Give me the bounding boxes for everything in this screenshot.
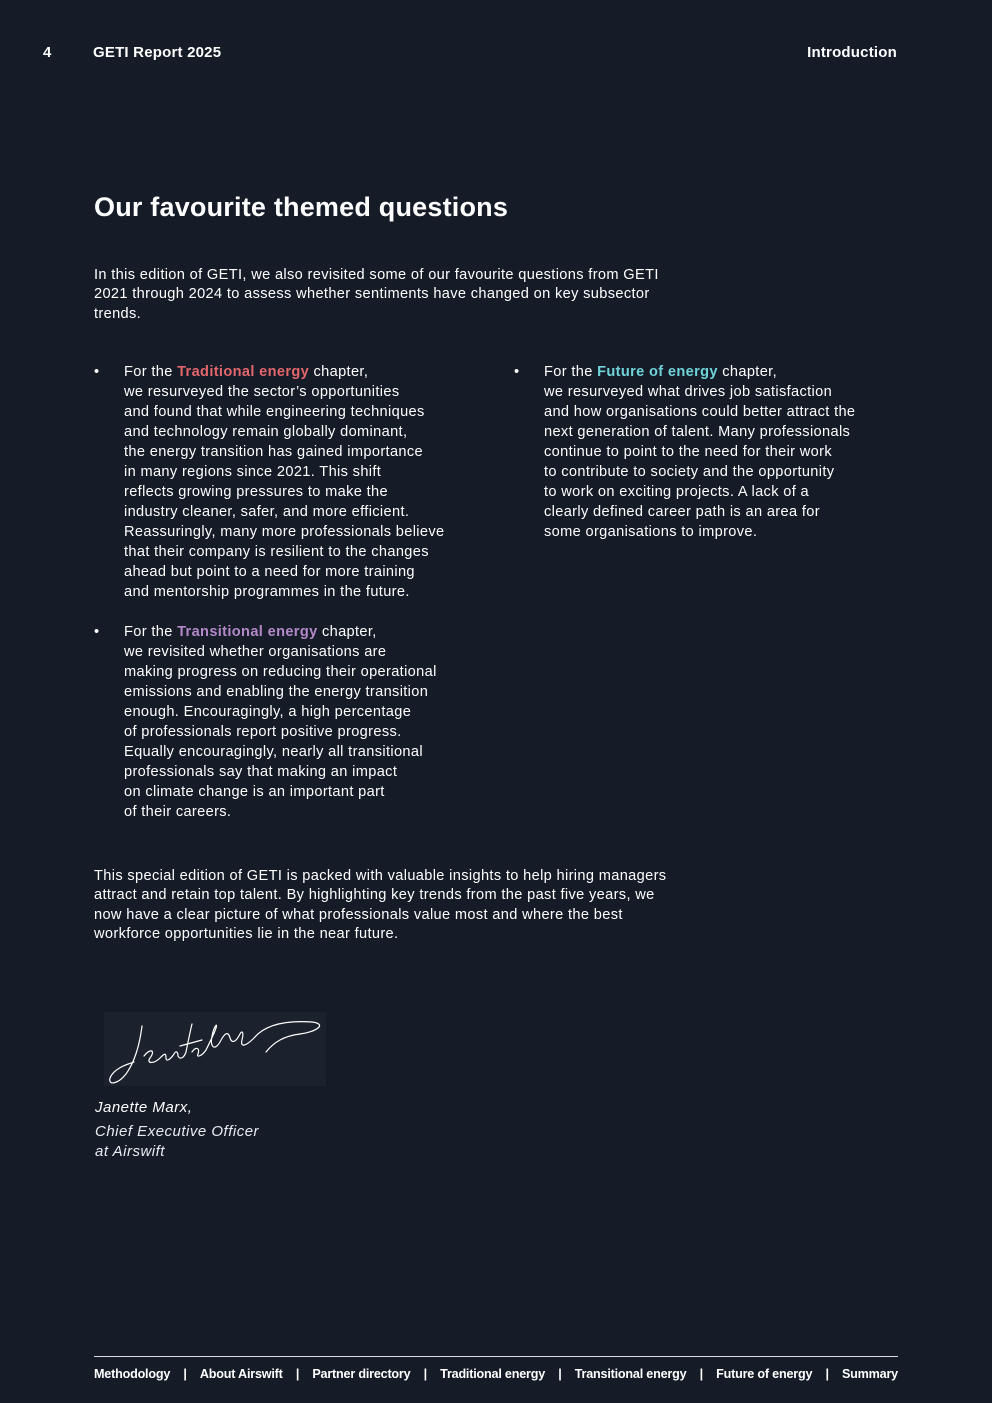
footer-link-about-airswift[interactable]: About Airswift (199, 1367, 283, 1381)
footer-separator: | (423, 1367, 427, 1381)
bullet-prefix: For the (124, 364, 178, 380)
signatory-name: Janette Marx, (95, 1099, 193, 1116)
signatory-role: Chief Executive Officer at Airswift (95, 1123, 260, 1160)
bullet-marker: • (94, 364, 100, 380)
bullet-suffix: chapter, (717, 364, 777, 380)
intro-paragraph: In this edition of GETI, we also revisited some of our favourite questions from GETI 2021 through 2024 to assess whether sentiments have changed on key subsector trends. (94, 267, 659, 322)
footer-link-transitional-energy[interactable]: Transitional energy (574, 1367, 687, 1381)
bullet-marker: • (514, 364, 520, 380)
footer-separator: | (558, 1367, 562, 1381)
footer-separator: | (699, 1367, 703, 1381)
footer-link-traditional-energy[interactable]: Traditional energy (440, 1367, 546, 1381)
signature-scribble (104, 1012, 326, 1086)
bullet-suffix: chapter, (309, 364, 369, 380)
footer-link-future-of-energy[interactable]: Future of energy (716, 1367, 813, 1381)
traditional-energy-highlight: Traditional energy (177, 364, 310, 380)
bullet-list-right (514, 362, 914, 562)
footer-link-partner-directory[interactable]: Partner directory (312, 1367, 411, 1381)
bullet-suffix: chapter, (317, 624, 377, 640)
report-title: GETI Report 2025 (93, 44, 222, 61)
bullet-body: we resurveyed the sector’s opportunities and found that while engineering techniques and technology remain globally dominant, the energy transition has gained importance in many regions since 2021. This shift reflects growing pressures to make the industry cleaner, safer, and more efficient. Reassuringly, many more professionals believe that their company is resilient to the changes ahead but point to a need for more training and mentorship programmes in the future. (124, 384, 445, 600)
bullet-future (514, 362, 914, 542)
page-number: 4 (43, 44, 52, 61)
bullet-transitional (94, 622, 494, 822)
bullet-body: we revisited whether organisations are making progress on reducing their operational emissions and enabling the energy transition enough. Encouragingly, a high percentage of professionals report positive progress. Equally encouragingly, nearly all transitional professionals say that making an impact on climate change is an important part of their careers. (124, 644, 437, 820)
bullet-list-left (94, 362, 494, 842)
bullet-body: we resurveyed what drives job satisfaction and how organisations could better attract the next generation of talent. Many professionals continue to point to the need for their work to contribute to society and the opportunity to work on exciting projects. A lack of a clearly defined career path is an area for some organisations to improve. (544, 384, 856, 540)
page-title: Our favourite themed questions (94, 192, 509, 222)
bullet-prefix: For the (124, 624, 178, 640)
closing-paragraph: This special edition of GETI is packed with valuable insights to help hiring managers attract and retain top talent. By highlighting key trends from the past five years, we now have a clear picture of what professionals value most and where the best workforce opportunities lie in the near future. (94, 868, 667, 942)
footer-separator: | (183, 1367, 187, 1381)
footer-link-methodology[interactable]: Methodology (94, 1367, 171, 1381)
footer-divider (94, 1356, 898, 1357)
section-label: Introduction (807, 44, 897, 61)
transitional-energy-highlight: Transitional energy (177, 624, 318, 640)
footer-separator: | (295, 1367, 300, 1381)
footer-nav (94, 1367, 898, 1381)
bullet-marker: • (94, 624, 100, 640)
footer-separator: | (825, 1367, 829, 1381)
bullet-prefix: For the (544, 364, 598, 380)
future-of-energy-highlight: Future of energy (597, 364, 718, 380)
bullet-traditional (94, 362, 494, 602)
footer-link-summary[interactable]: Summary (841, 1367, 898, 1381)
signature-image (104, 1012, 326, 1086)
